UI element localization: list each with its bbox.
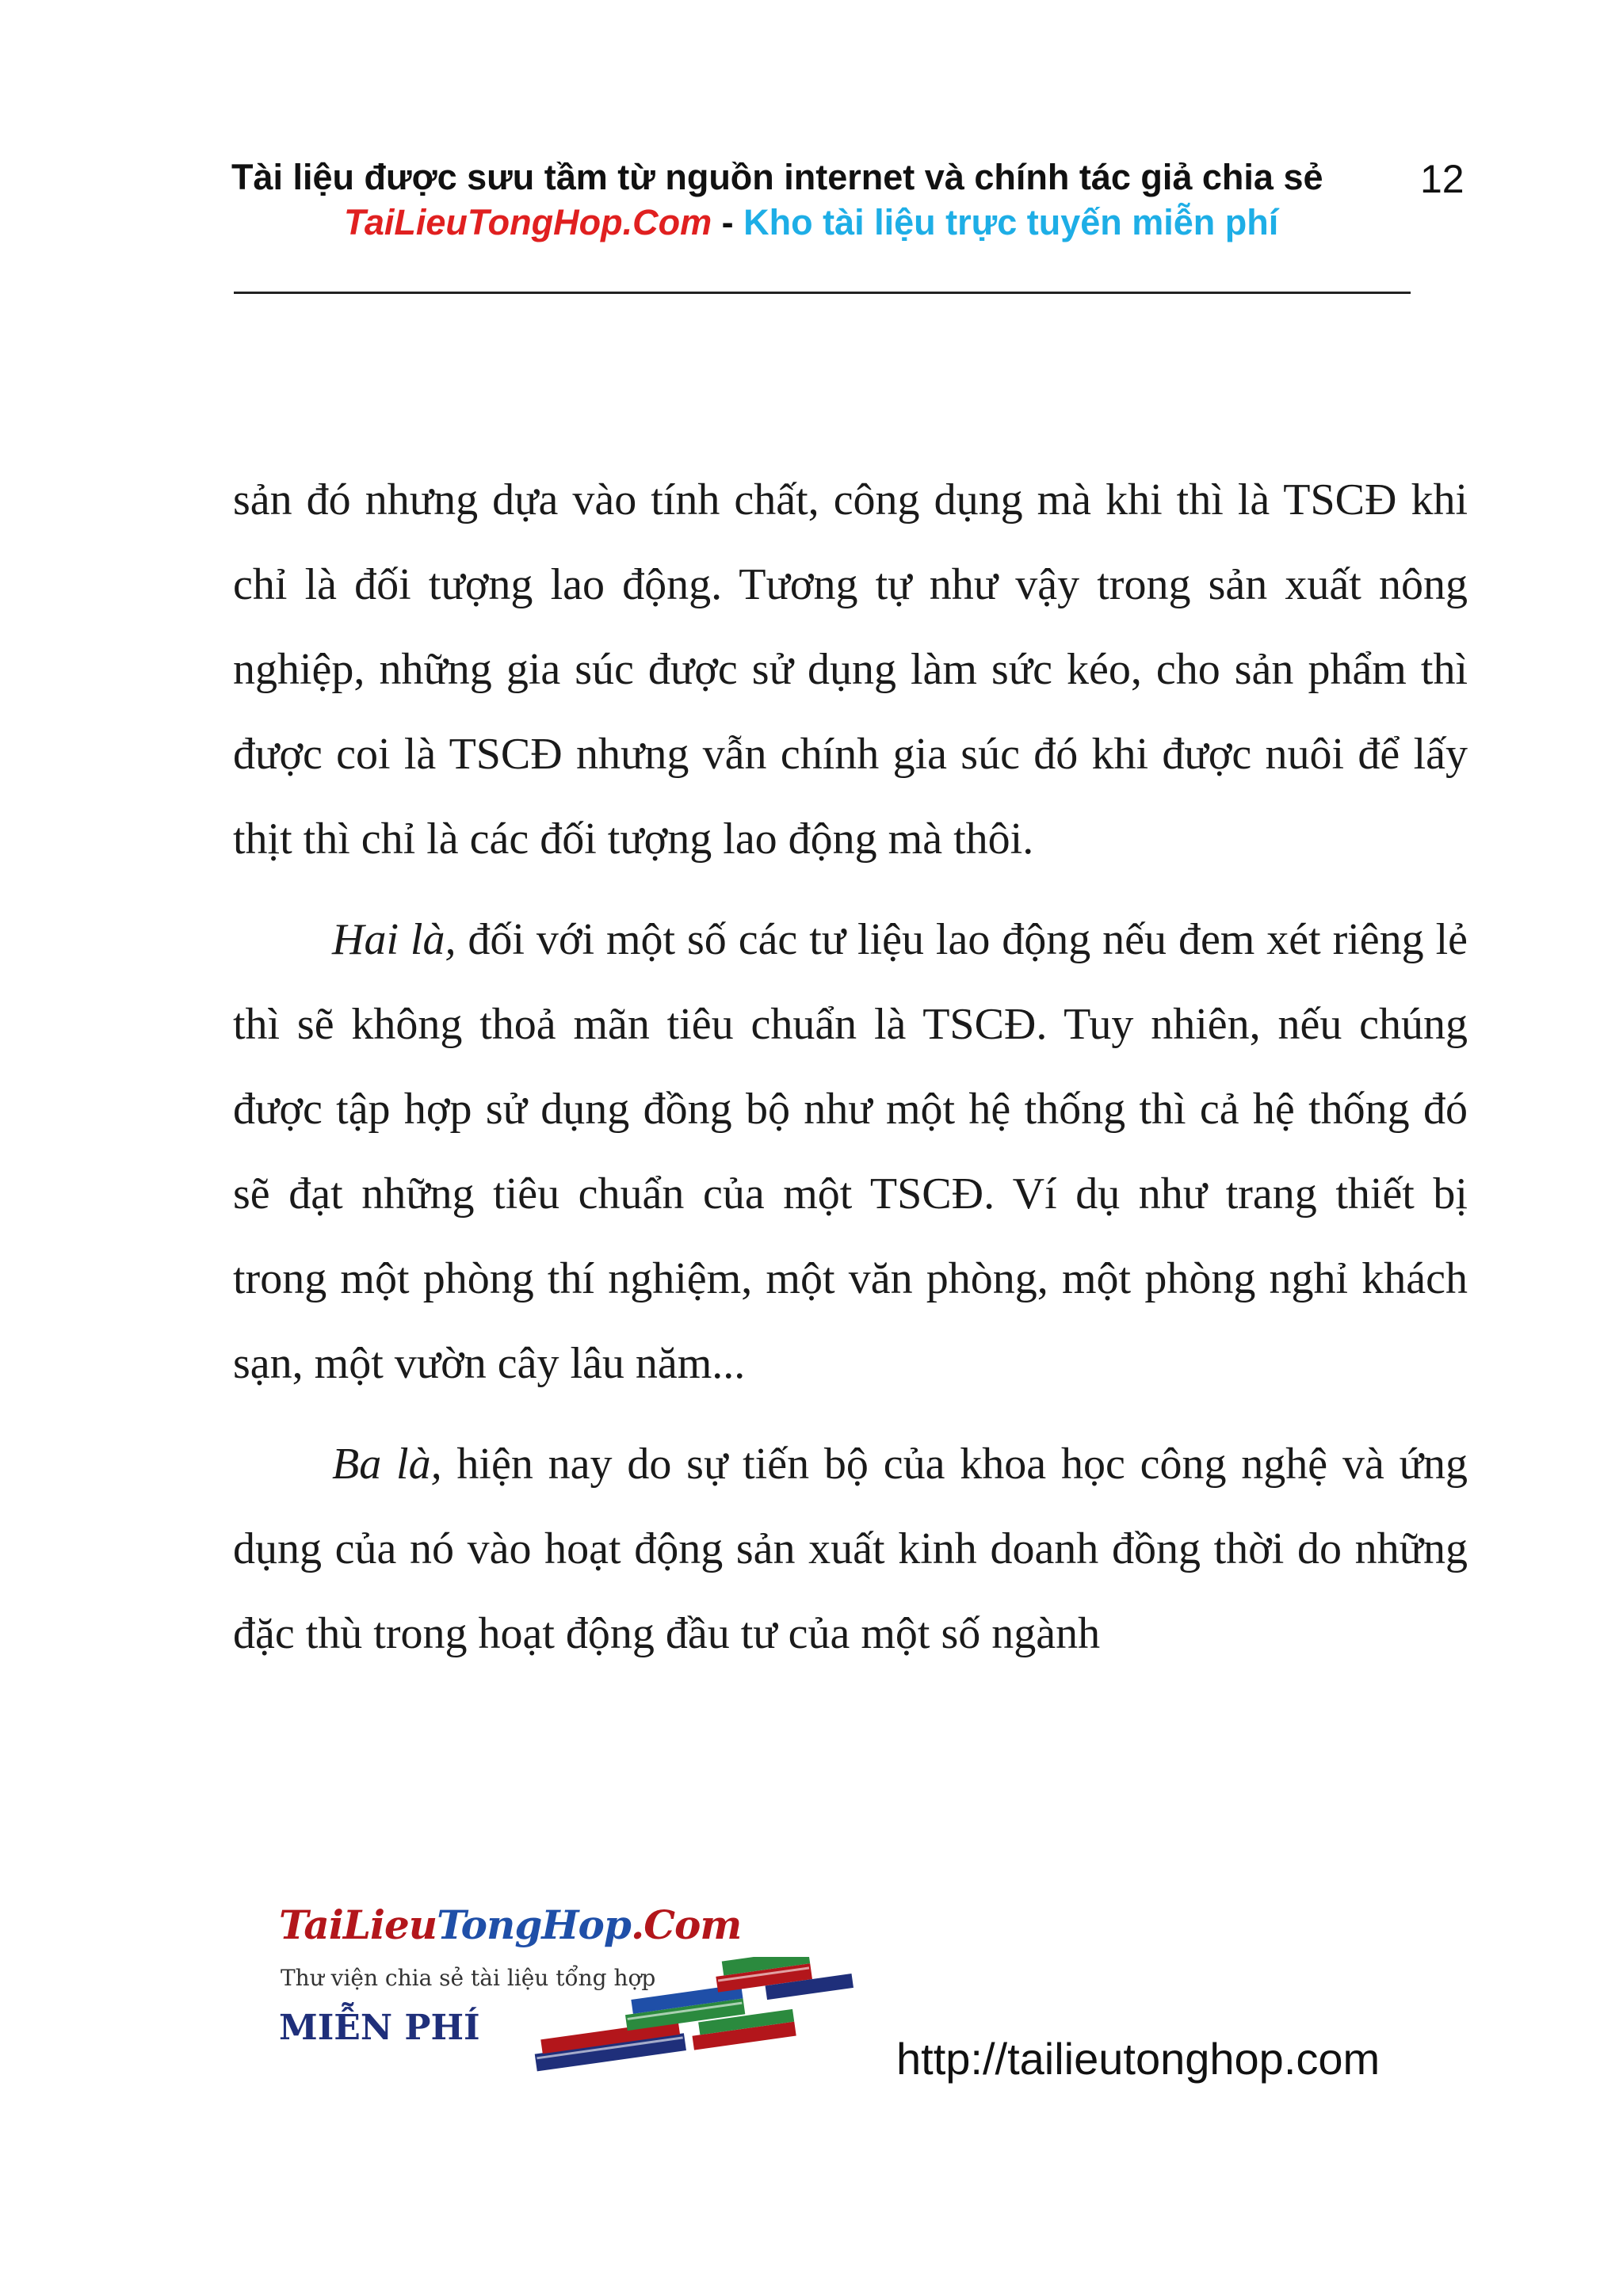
header-title: Tài liệu được sưu tầm từ nguồn internet và chính tác giả chia sẻ: [231, 157, 1323, 197]
paragraph-text: hiện nay do sự tiến bộ của khoa học công nghệ và ứng dụng của nó vào hoạt động sản xuất kinh doanh đồng thời do những đặc thù trong hoạt động đầu tư của một số ngành: [233, 1440, 1468, 1658]
logo-free-label: MIỄN PHÍ: [279, 2008, 480, 2048]
site-logo[interactable]: [269, 1901, 888, 2076]
header-subtitle: [344, 200, 1453, 246]
footer-url-link[interactable]: http://tailieutonghop.com: [896, 2034, 1381, 2084]
header-divider: [234, 292, 1411, 294]
paragraph-lead: Ba là,: [332, 1440, 442, 1489]
document-body: [233, 458, 1468, 1692]
site-name: TaiLieuTongHop.Com: [344, 202, 712, 242]
paragraph: sản đó nhưng dựa vào tính chất, công dụng mà khi thì là TSCĐ khi chỉ là đối tượng lao động. Tương tự như vậy trong sản xuất nông nghiệp, những gia súc được sử dụng làm sức kéo, cho sản phẩm thì được coi là TSCĐ nhưng vẫn chính gia súc đó khi được nuôi để lấy thịt thì chỉ là các đối tượng lao động mà thôi.: [233, 475, 1468, 864]
paragraph: [233, 1422, 1468, 1676]
paragraph: [233, 898, 1468, 1406]
books-icon: [507, 1957, 872, 2076]
paragraph-text: đối với một số các tư liệu lao động nếu đem xét riêng lẻ thì sẽ không thoả mãn tiêu chuẩn là TSCĐ. Tuy nhiên, nếu chúng được tập hợp sử dụng đồng bộ như một hệ thống thì cả hệ thống đó sẽ đạt những tiêu chuẩn của một TSCĐ. Ví dụ như trang thiết bị trong một phòng thí nghiệm, một văn phòng, một phòng nghỉ khách sạn, một vườn cây lâu năm...: [233, 915, 1468, 1388]
header-separator: -: [712, 202, 744, 242]
page-number: 12: [1420, 157, 1465, 201]
logo-tagline: Thư viện chia sẻ tài liệu tổng hợp: [281, 1965, 656, 1991]
logo-wordmark: TaiLieuTongHop.Com: [279, 1901, 742, 1948]
paragraph-lead: Hai là,: [332, 915, 456, 964]
site-tagline: Kho tài liệu trực tuyến miễn phí: [743, 202, 1279, 242]
